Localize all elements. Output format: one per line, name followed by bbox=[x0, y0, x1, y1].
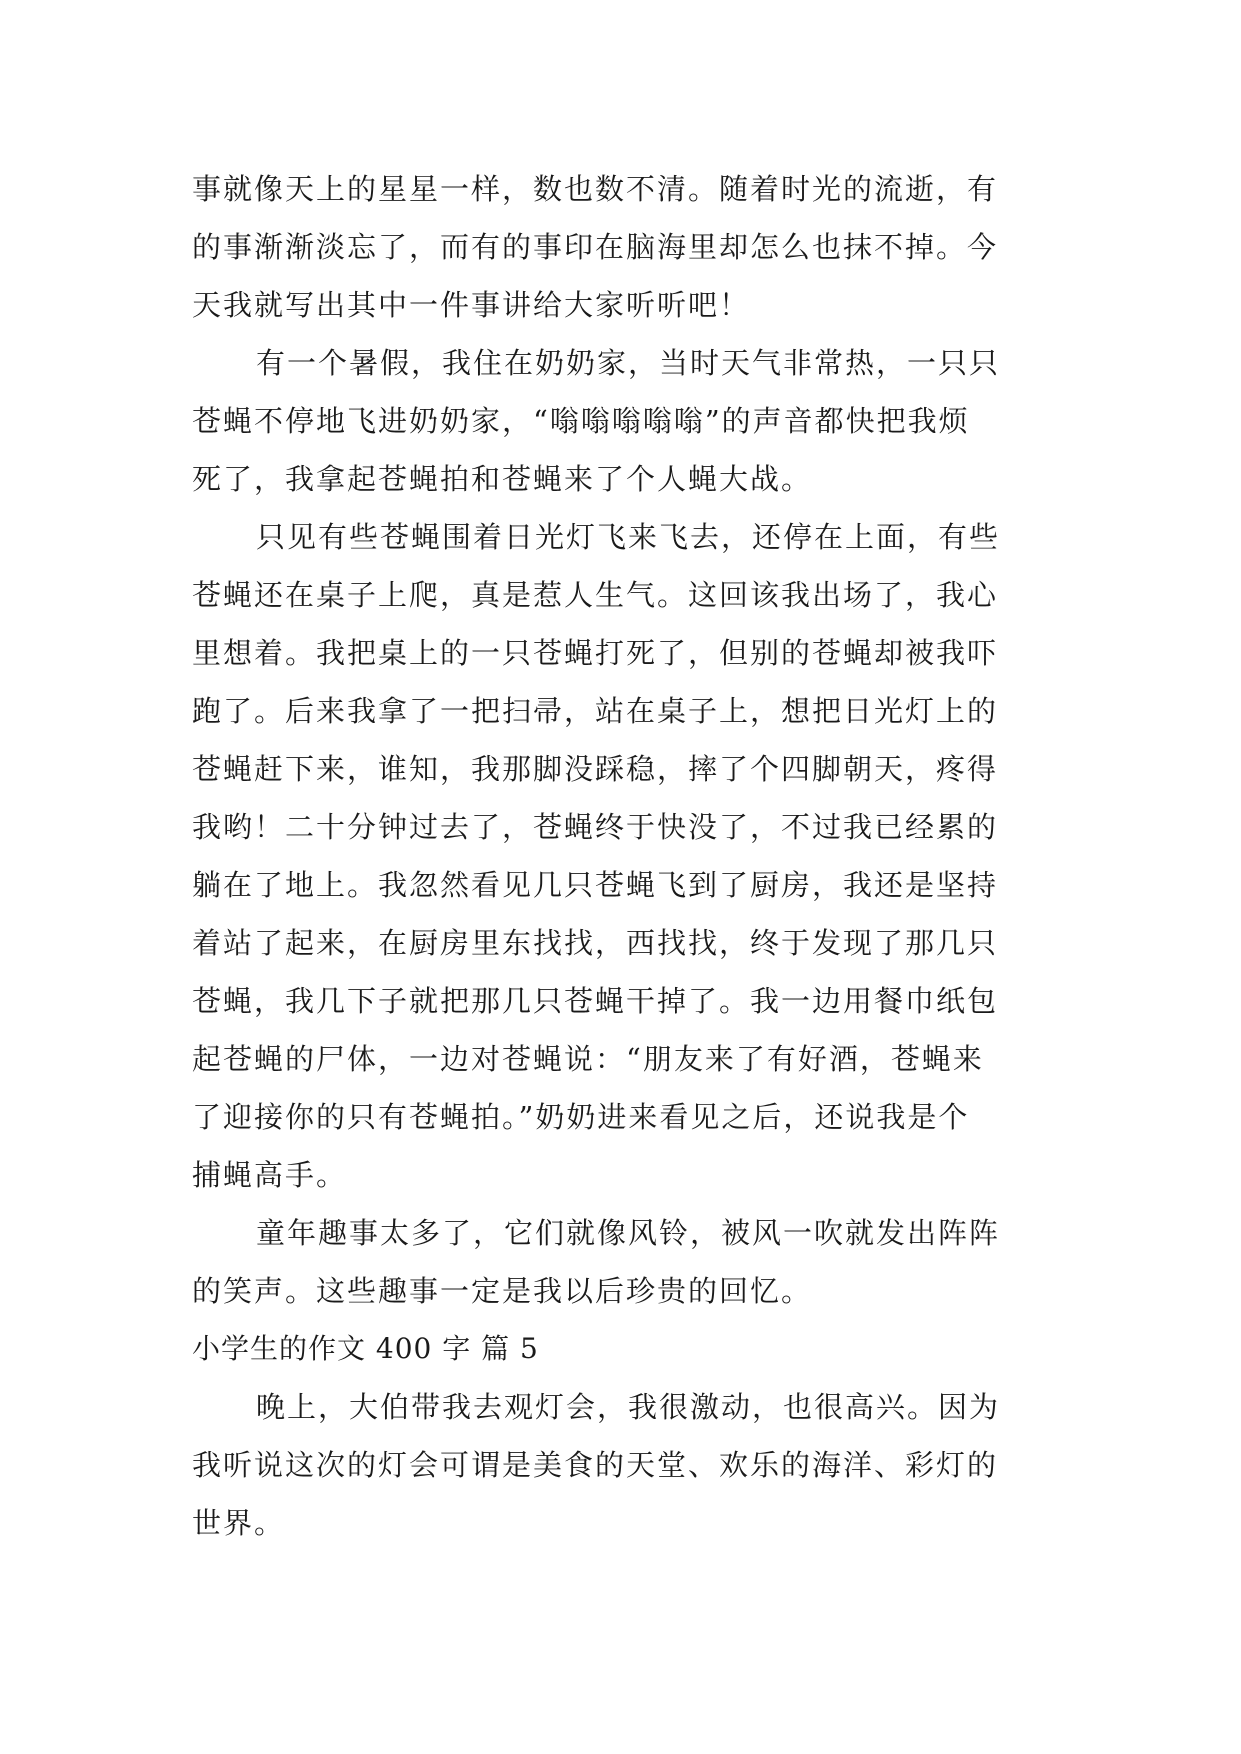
document-page bbox=[192, 160, 1052, 1552]
text-line: 事就像天上的星星一样，数也数不清。随着时光的流逝，有 bbox=[192, 172, 999, 206]
text-line: 苍蝇，我几下子就把那几只苍蝇干掉了。我一边用餐巾纸包 bbox=[192, 984, 999, 1018]
text-line: 的笑声。这些趣事一定是我以后珍贵的回忆。 bbox=[192, 1274, 813, 1308]
text-line: 只见有些苍蝇围着日光灯飞来飞去，还停在上面，有些 bbox=[256, 520, 1001, 554]
paragraph bbox=[192, 334, 1052, 508]
paragraph bbox=[192, 508, 1052, 1204]
text-line: 苍蝇赶下来，谁知，我那脚没踩稳，摔了个四脚朝天，疼得 bbox=[192, 752, 999, 786]
text-line: 里想着。我把桌上的一只苍蝇打死了，但别的苍蝇却被我吓 bbox=[192, 636, 999, 670]
text-line: 躺在了地上。我忽然看见几只苍蝇飞到了厨房，我还是坚持 bbox=[192, 868, 999, 902]
text-line: 苍蝇不停地飞进奶奶家，“嗡嗡嗡嗡嗡”的声音都快把我烦 bbox=[192, 404, 970, 438]
text-line: 的事渐渐淡忘了，而有的事印在脑海里却怎么也抹不掉。今 bbox=[192, 230, 999, 264]
text-line: 了迎接你的只有苍蝇拍。”奶奶进来看见之后，还说我是个 bbox=[192, 1100, 970, 1134]
text-line: 着站了起来，在厨房里东找找，西找找，终于发现了那几只 bbox=[192, 926, 999, 960]
text-line: 起苍蝇的尸体，一边对苍蝇说：“朋友来了有好酒，苍蝇来 bbox=[192, 1042, 984, 1076]
text-line: 捕蝇高手。 bbox=[192, 1158, 348, 1192]
text-line: 死了，我拿起苍蝇拍和苍蝇来了个人蝇大战。 bbox=[192, 462, 813, 496]
text-line: 童年趣事太多了，它们就像风铃，被风一吹就发出阵阵 bbox=[256, 1216, 1001, 1250]
text-line: 世界。 bbox=[192, 1506, 286, 1540]
text-line: 有一个暑假，我住在奶奶家，当时天气非常热，一只只 bbox=[256, 346, 1001, 380]
text-line: 天我就写出其中一件事讲给大家听听吧！ bbox=[192, 288, 751, 322]
text-line: 跑了。后来我拿了一把扫帚，站在桌子上，想把日光灯上的 bbox=[192, 694, 999, 728]
text-line: 晚上，大伯带我去观灯会，我很激动，也很高兴。因为 bbox=[256, 1390, 1001, 1424]
text-line: 我听说这次的灯会可谓是美食的天堂、欢乐的海洋、彩灯的 bbox=[192, 1448, 999, 1482]
section-heading: 小学生的作文 400 字 篇 5 bbox=[192, 1332, 539, 1365]
paragraph bbox=[192, 1378, 1052, 1552]
paragraph bbox=[192, 1204, 1052, 1320]
text-line: 我哟！二十分钟过去了，苍蝇终于快没了，不过我已经累的 bbox=[192, 810, 999, 844]
paragraph bbox=[192, 160, 1052, 334]
text-line: 苍蝇还在桌子上爬，真是惹人生气。这回该我出场了，我心 bbox=[192, 578, 999, 612]
